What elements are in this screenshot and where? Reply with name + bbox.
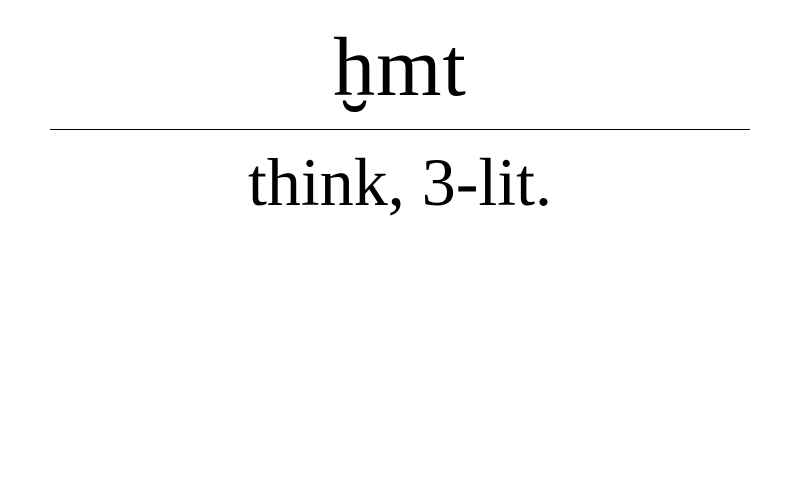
transliteration-term: ḫmt <box>333 21 467 114</box>
translation-gloss: think, 3-lit. <box>247 144 553 220</box>
divider-line <box>50 129 750 130</box>
